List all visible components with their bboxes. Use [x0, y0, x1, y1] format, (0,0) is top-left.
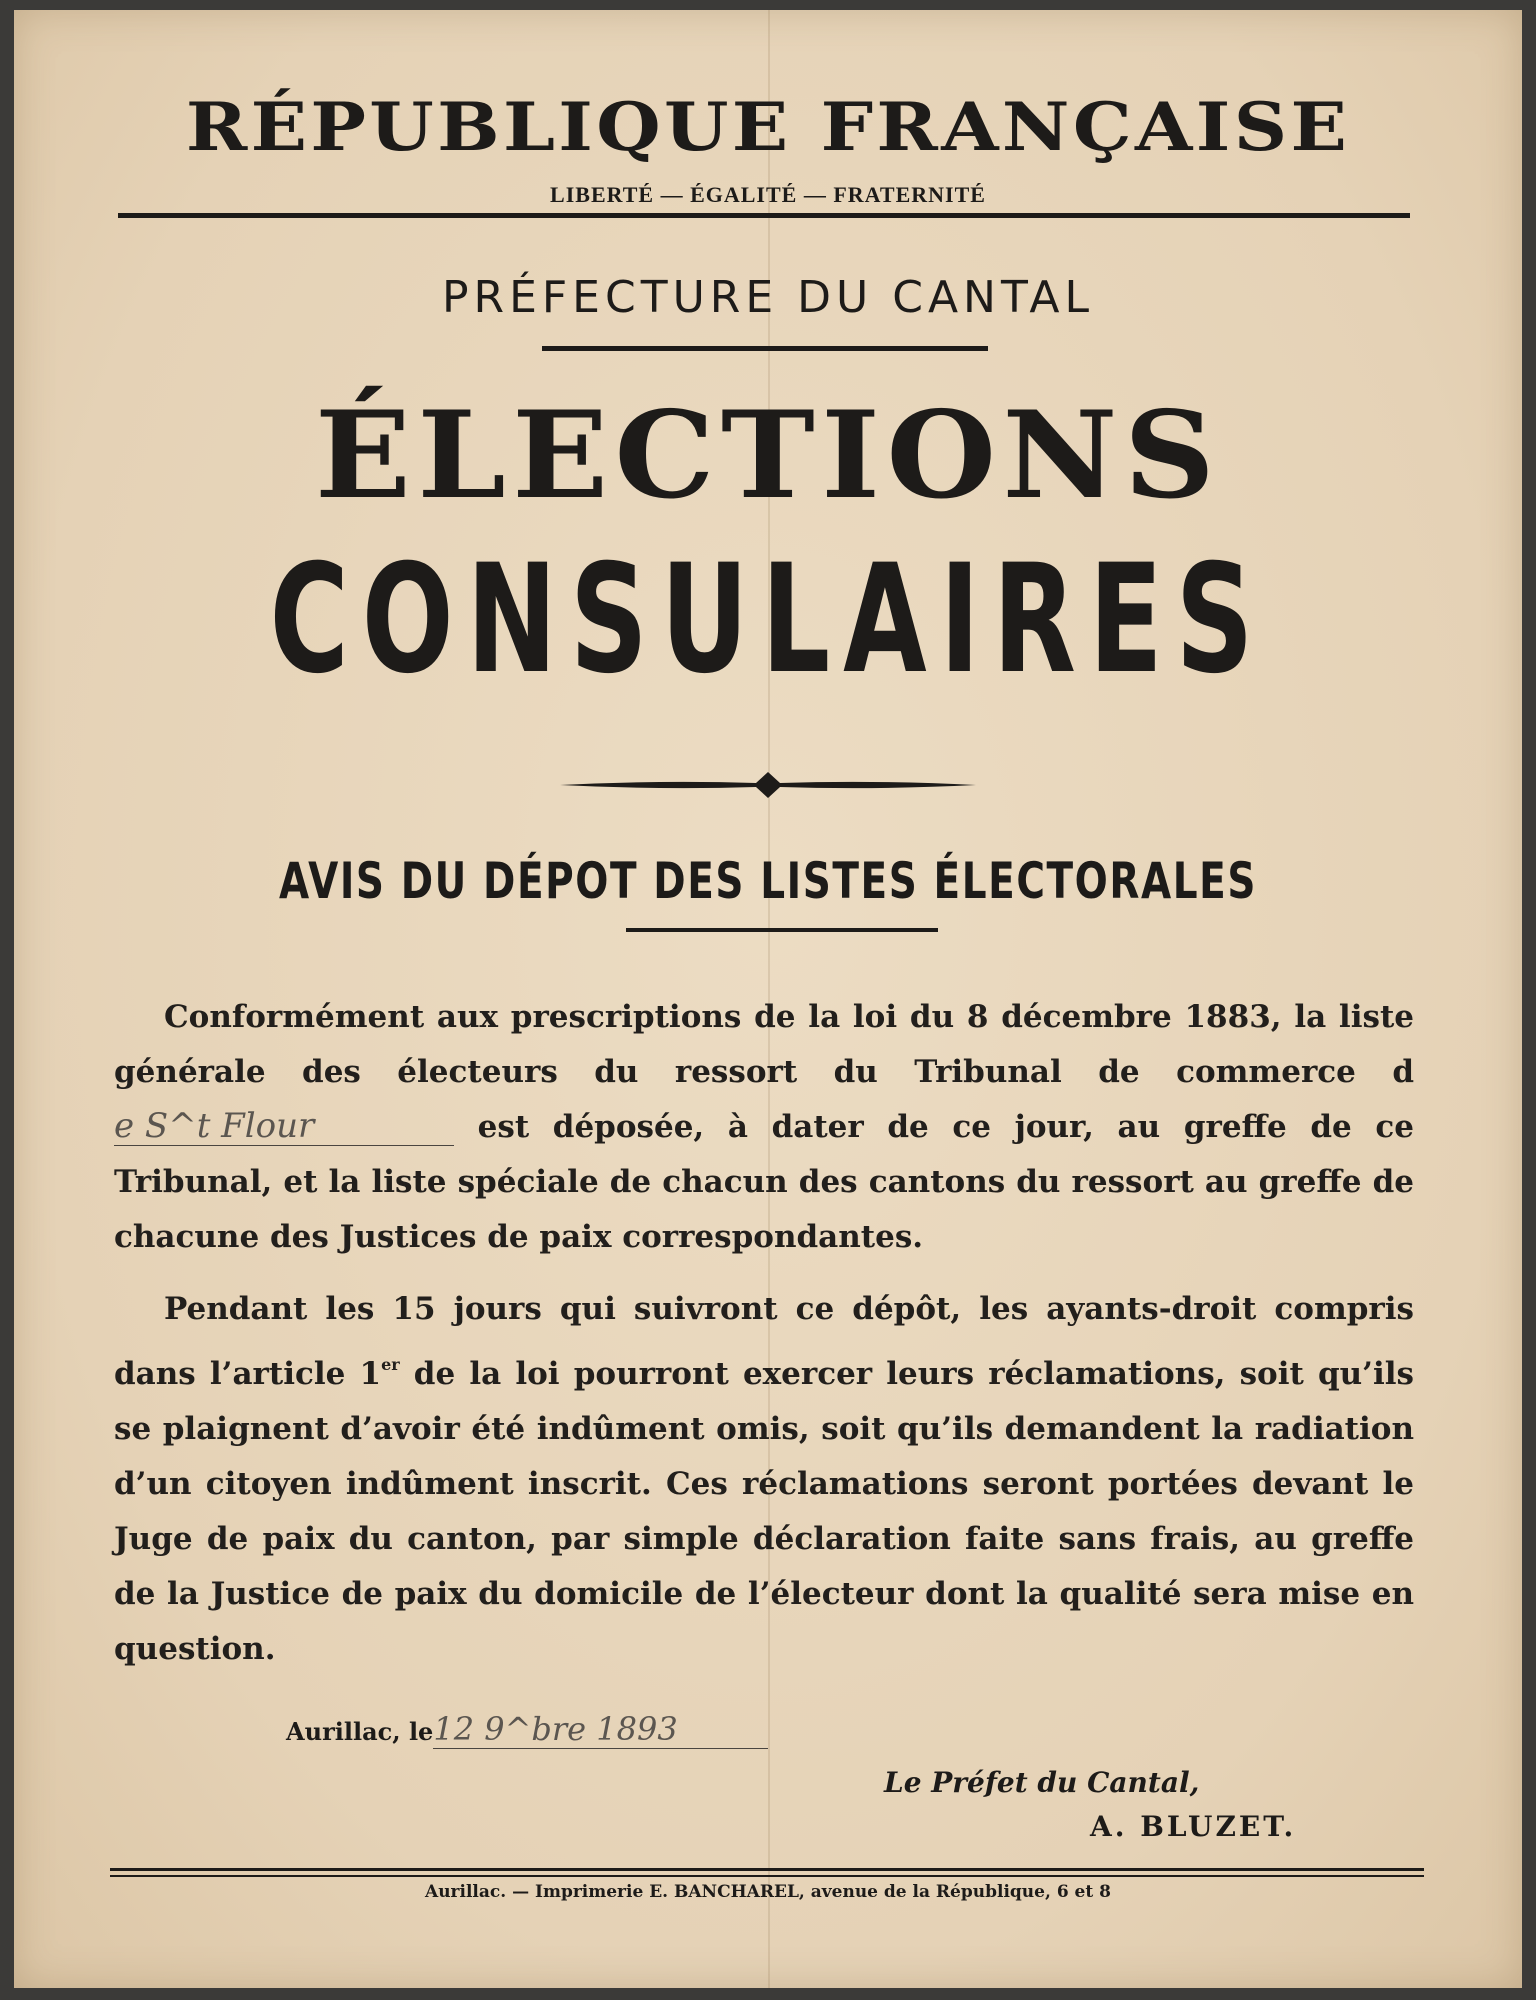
- printer-imprint: Aurillac. — Imprimerie E. BANCHAREL, avenue de la République, 6 et 8: [425, 1882, 1111, 1902]
- paragraph-1-end: est déposée, à dater de ce jour, au greffe de ce Tribunal, et la liste spéciale de chacun des cantons du ressort au greffe de chacune des Justices de paix correspondantes.: [114, 1109, 1414, 1255]
- paragraph-1-start: Conformément aux prescriptions de la loi du 8 décembre 1883, la liste générale des électeurs du ressort du Tribunal de commerce d: [114, 999, 1414, 1090]
- title-line2: CONSULAIRES: [269, 533, 1267, 707]
- subtitle-rule: [626, 928, 938, 932]
- prefecture-rule: [542, 346, 988, 351]
- poster: [14, 10, 1522, 1988]
- notice-subtitle: AVIS DU DÉPOT DES LISTES ÉLECTORALES: [279, 852, 1257, 910]
- dateline-place: Aurillac, le: [286, 1717, 434, 1746]
- footer-rule: [110, 1868, 1424, 1871]
- footer-rule-thin: [110, 1875, 1424, 1877]
- signatory-name: A. BLUZET.: [1090, 1810, 1297, 1843]
- republic-heading: RÉPUBLIQUE FRANÇAISE: [185, 88, 1351, 166]
- motto: LIBERTÉ — ÉGALITÉ — FRATERNITÉ: [550, 182, 986, 207]
- paragraph-2-end: de la loi pourront exercer leurs réclamations, soit qu’ils se plaignent d’avoir été indûment omis, soit qu’ils demandent la radiation d’un citoyen indûment inscrit. Ces réclamations seront portées devant le Juge de paix du canton, par simple déclaration faite sans frais, au greffe de la Justice de paix du domicile de l’électeur dont la qualité sera mise en question.: [114, 1356, 1414, 1667]
- ornament-divider: [560, 770, 976, 800]
- paragraph-2-start: Pendant les 15 jours qui suivront ce dépôt, les ayants-droit compris dans l’article 1: [114, 1291, 1414, 1392]
- article-superscript: er: [381, 1355, 400, 1374]
- handwritten-date: 12 9^bre 1893: [433, 1710, 768, 1749]
- title-line1: ÉLECTIONS: [314, 385, 1222, 526]
- paragraph-2: [114, 1282, 1414, 1677]
- prefecture-heading: PRÉFECTURE DU CANTAL: [441, 272, 1095, 323]
- handwritten-town: e S^t Flour: [114, 1108, 454, 1146]
- paragraph-1: [114, 990, 1414, 1265]
- header-rule: [118, 213, 1410, 218]
- dateline: [286, 1710, 768, 1749]
- signatory-title: Le Préfet du Cantal,: [884, 1766, 1200, 1799]
